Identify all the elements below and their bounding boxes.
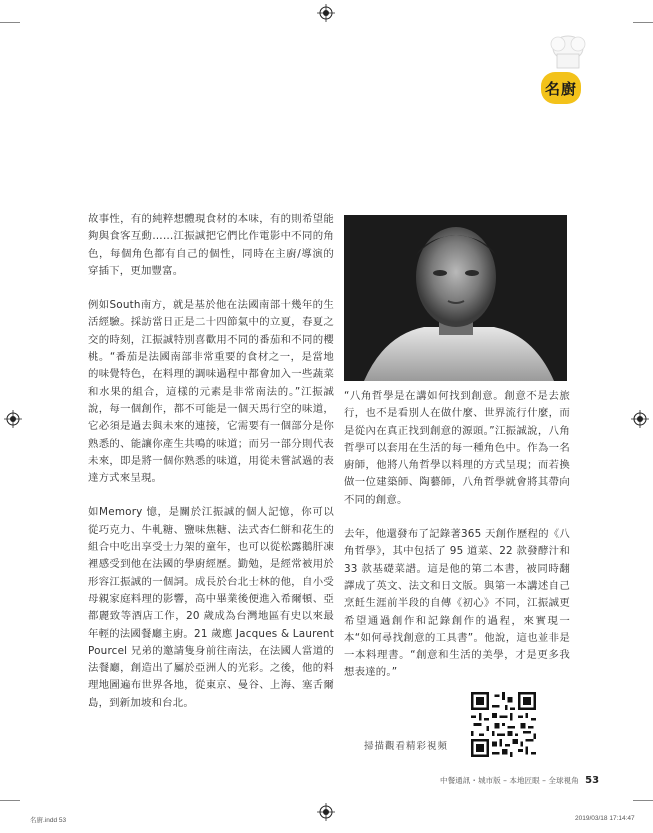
slug-timestamp: 2019/03/18 17:14:47 [575, 815, 635, 822]
paragraph: 去年，他還發布了記錄著365 天創作歷程的《八角哲學》，其中包括了 95 道菜、22 款發酵汁和33 款基礎菜譜。這是他的第二本書，被同時翻譯成了英文、法文和日文版。與第一本講述自己烹飪生涯前半段的自傳《初心》不同，江振誠更希望通過創作和記錄創作的過程，來實現一本“如何尋找創意的工具書”。他說，這也並非是一本料理書。“創意和生活的美學，才是更多我想表達的。” [344, 528, 570, 679]
crop-mark [0, 22, 20, 23]
paragraph: 如Memory 憶，是關於江振誠的個人記憶，你可以從巧克力、牛軋糖、鹽味焦糖、法式杏仁餅和花生的組合中吃出享受士力架的童年，也可以從松露鵝肝凍裡感受到他在法國的學廚經歷。勤勉，是經常被用於形容江振誠的一個詞。成長於台北士林的他，自小受母親家庭料理的影響，高中畢業後便進入希爾頓、亞都麗致等酒店工作，20 歲成為台灣地區有史以來最年輕的法國餐廳主廚。21 歲應 Jacques & Laurent Pourcel 兄弟的邀請隻身前往南法，在法國人當道的法餐廳，創造出了屬於亞洲人的光彩。之後，他的料理地圖遍布世界各地，從東京、曼谷、上海、塞舌爾島，到新加坡和台北。 [88, 506, 334, 709]
registration-mark-icon [4, 410, 22, 428]
qr-code[interactable] [471, 692, 536, 757]
registration-mark-icon [631, 410, 649, 428]
page-number: 53 [585, 775, 600, 786]
section-badge: 名廚 [541, 72, 581, 104]
left-text-column [88, 211, 334, 729]
crop-mark [633, 22, 653, 23]
page-footer [440, 775, 620, 786]
chef-portrait-photo [344, 215, 567, 381]
paragraph: 例如South南方，就是基於他在法國南部十幾年的生活經驗。採訪當日正是二十四節氣中的立夏，春夏之交的時刻，江振誠特別喜歡用不同的番茄和不同的櫻桃。“番茄是法國南部非常重要的食材之一，是當地的味覺特色，在料理的調味過程中都會加入一些蔬菜和水果的組合，這樣的元素是非常南法的。”江振誠說，每一個創作，都不可能是一個天馬行空的味道，它必須是過去與未來的連接，它需要有一個部分是你熟悉的、能讓你產生共鳴的味道；而另一部分則代表未來，即是將一個你熟悉的味道，用從未嘗試過的表達方式來呈現。 [88, 299, 334, 485]
registration-mark-icon [317, 803, 335, 821]
right-text-column [344, 388, 570, 699]
qr-caption: 掃描觀看精彩視頻 [364, 741, 449, 752]
crop-mark [0, 800, 20, 801]
crop-mark [633, 800, 653, 801]
registration-mark-icon [317, 4, 335, 22]
paragraph: 故事性，有的純粹想體現食材的本味，有的則希望能夠與食客互動……江振誠把它們比作電影中不同的角色，每個角色都有自己的個性，同時在主廚/導演的穿插下，更加豐富。 [88, 213, 334, 277]
paragraph: “八角哲學是在講如何找到創意。創意不是去旅行，也不是看別人在做什麼、世界流行什麼，而是從內在真正找到創意的源頭。”江振誠說，八角哲學可以套用在生活的每一種角色中。作為一名廚師，他將八角哲學以料理的方式呈現；而若換做一位建築師、陶藝師，八角哲學就會將其帶向不同的創意。 [344, 390, 570, 506]
footer-text: 中餐通訊・城市版 – 本地匠眼 – 全球視角 [440, 776, 579, 785]
slug-filename: 名廚.indd 53 [30, 817, 67, 824]
